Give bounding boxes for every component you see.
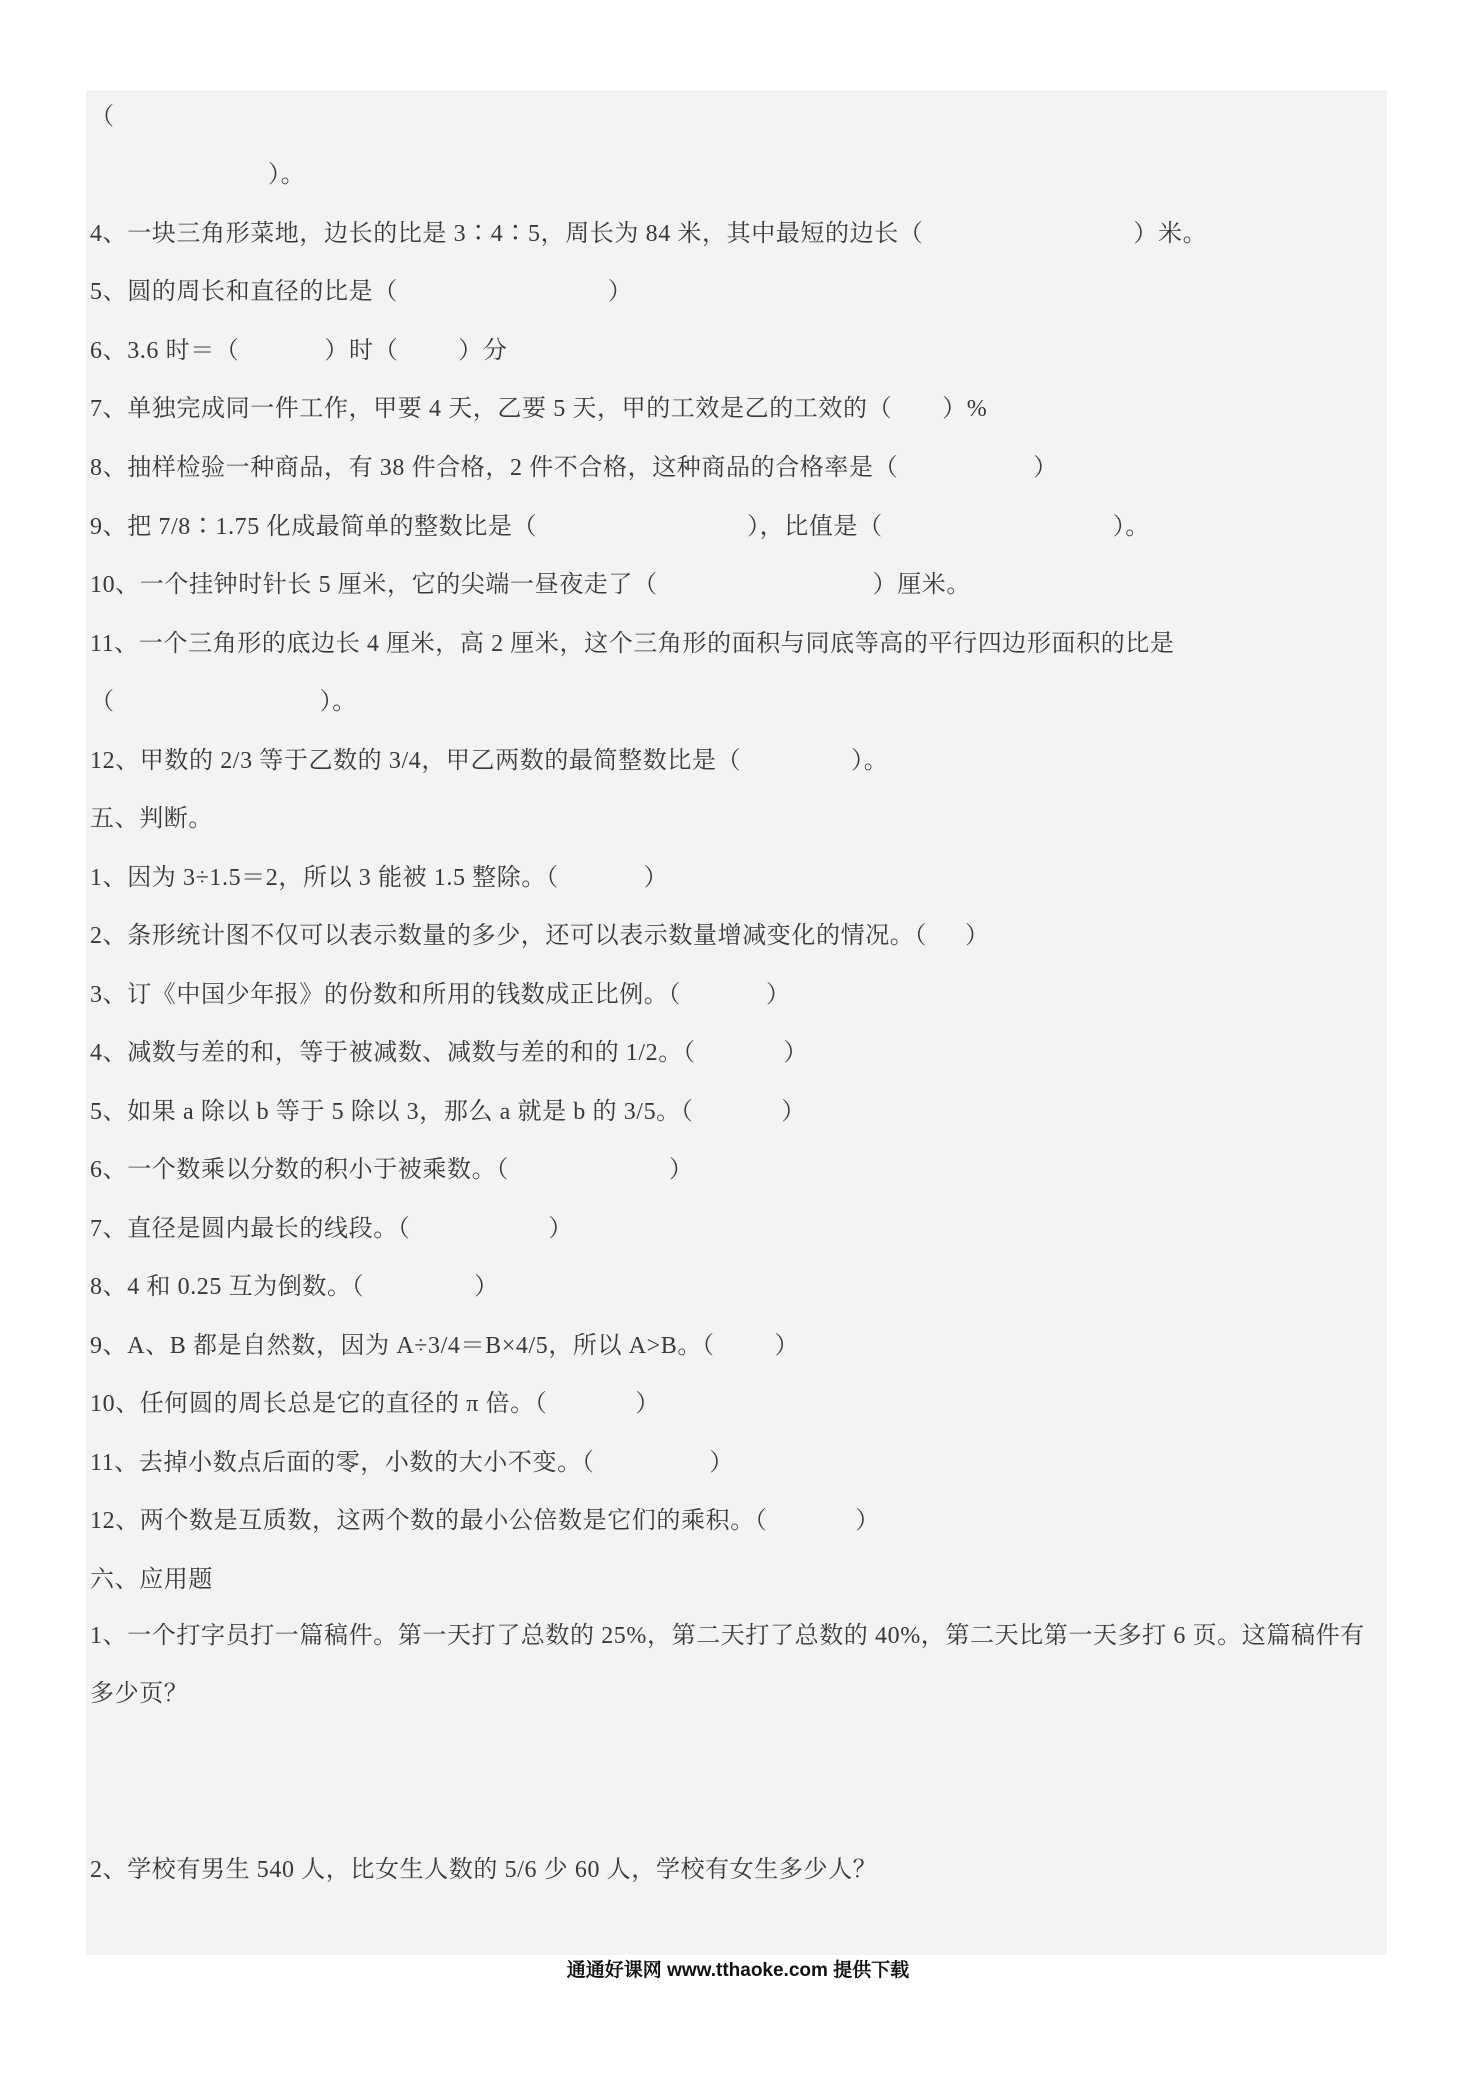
item-text: ）。 xyxy=(268,162,306,188)
answer-blank xyxy=(398,298,608,299)
answer-blank xyxy=(741,767,851,768)
item-text: 4、一块三角形菜地，边长的比是 3∶4∶5，周长为 84 米，其中最短的边长（ xyxy=(90,221,924,247)
judgment-item-6 xyxy=(90,1150,693,1190)
item-text: 1、一个打字员打一篇稿件。第一天打了总数的 25%，第二天打了总数的 40%，第二天比第一天多打 6 页。这篇稿件有 xyxy=(90,1623,1365,1649)
fill-in-item-8 xyxy=(90,448,1058,488)
item-text: ）。 xyxy=(319,689,357,715)
word-problem-1 xyxy=(90,1616,1365,1656)
fill-in-item-3-tail-open xyxy=(90,97,115,137)
answer-blank xyxy=(547,1410,635,1411)
item-text: 2、条形统计图不仅可以表示数量的多少，还可以表示数量增减变化的情况。（ xyxy=(90,923,927,949)
item-text: 3、订《中国少年报》的份数和所用的钱数成正比例。（ xyxy=(90,982,681,1008)
answer-blank xyxy=(410,1235,548,1236)
item-text: 10、任何圆的周长总是它的直径的 π 倍。（ xyxy=(90,1391,548,1417)
item-text: ） xyxy=(474,1274,499,1300)
item-text: ）米。 xyxy=(1133,221,1208,247)
item-text: ）。 xyxy=(851,748,889,774)
item-text: ） xyxy=(709,1450,734,1476)
answer-blank xyxy=(767,1527,855,1528)
item-text: ） xyxy=(607,279,633,305)
item-text: 5、圆的周长和直径的比是（ xyxy=(90,279,398,305)
item-text: 9、A、B 都是自然数，因为 A÷3/4＝B×4/5，所以 A>B。（ xyxy=(90,1333,715,1359)
item-text: 8、抽样检验一种商品，有 38 件合格，2 件不合格，这种商品的合格率是（ xyxy=(90,455,899,481)
judgment-item-5 xyxy=(90,1092,806,1132)
judgment-item-9 xyxy=(90,1326,799,1366)
item-text: ） xyxy=(965,923,990,949)
item-text: 8、4 和 0.25 互为倒数。（ xyxy=(90,1274,365,1300)
item-text: ）分 xyxy=(458,338,508,364)
section-title-judgment xyxy=(90,799,213,839)
item-text: 2、学校有男生 540 人，比女生人数的 5/6 少 60 人，学校有女生多少人？ xyxy=(90,1857,878,1883)
page-footer: 通通好课网 www.tthaoke.com 提供下载 xyxy=(566,1960,910,1981)
fill-in-item-3-tail-close xyxy=(268,155,305,195)
item-text: ），比值是（ xyxy=(747,514,883,540)
answer-blank xyxy=(559,884,644,885)
word-problem-1-continued xyxy=(90,1674,188,1714)
item-text: ）时（ xyxy=(324,338,399,364)
item-text: 11、一个三角形的底边长 4 厘米，高 2 厘米，这个三角形的面积与同底等高的平行四边形面积的比是 xyxy=(90,631,1175,657)
answer-blank xyxy=(695,1059,783,1060)
item-text: ） xyxy=(783,1040,809,1066)
answer-blank xyxy=(509,1176,669,1177)
answer-blank xyxy=(923,240,1133,241)
item-text: 7、直径是圆内最长的线段。（ xyxy=(90,1216,411,1242)
item-text: 6、一个数乘以分数的积小于被乘数。（ xyxy=(90,1157,509,1183)
fill-in-item-4 xyxy=(90,214,1207,254)
judgment-item-4 xyxy=(90,1033,808,1073)
answer-blank xyxy=(681,1001,766,1002)
answer-blank xyxy=(594,1469,709,1470)
item-text: ） xyxy=(548,1216,574,1242)
fill-in-item-11-continued xyxy=(90,682,357,722)
item-text: 4、减数与差的和，等于被减数、减数与差的和的 1/2。（ xyxy=(90,1040,696,1066)
item-text: 5、如果 a 除以 b 等于 5 除以 3，那么 a 就是 b 的 3/5。（ xyxy=(90,1099,694,1125)
answer-blank xyxy=(658,591,873,592)
item-text: ）厘米。 xyxy=(872,572,972,598)
item-text: ）。 xyxy=(1112,514,1150,540)
answer-blank xyxy=(927,942,965,943)
item-text: 多少页？ xyxy=(90,1681,189,1707)
word-problem-2 xyxy=(90,1850,877,1890)
fill-in-item-5 xyxy=(90,272,632,312)
section-title: 六、应用题 xyxy=(90,1567,213,1593)
section-title: 五、判断。 xyxy=(90,806,213,832)
item-text: （ xyxy=(90,104,115,130)
judgment-item-7 xyxy=(90,1209,573,1249)
item-text: ） xyxy=(668,1157,694,1183)
answer-blank xyxy=(715,1352,775,1353)
answer-blank xyxy=(693,1118,781,1119)
answer-blank xyxy=(364,1293,474,1294)
answer-blank xyxy=(115,708,320,709)
answer-blank xyxy=(898,474,1033,475)
item-text: 12、甲数的 2/3 等于乙数的 3/4，甲乙两数的最简整数比是（ xyxy=(90,748,742,774)
item-text: 11、去掉小数点后面的零，小数的大小不变。（ xyxy=(90,1450,595,1476)
answer-blank xyxy=(398,357,458,358)
fill-in-item-9 xyxy=(90,507,1150,547)
judgment-item-2 xyxy=(90,916,990,956)
answer-blank xyxy=(892,415,942,416)
fill-in-item-6 xyxy=(90,331,507,371)
answer-blank xyxy=(239,357,324,358)
judgment-item-3 xyxy=(90,975,791,1015)
item-text: ）% xyxy=(942,396,988,422)
fill-in-item-12 xyxy=(90,741,888,781)
answer-blank xyxy=(537,533,747,534)
item-text: 6、3.6 时＝（ xyxy=(90,338,240,364)
judgment-item-1 xyxy=(90,858,668,898)
judgment-item-11 xyxy=(90,1443,734,1483)
fill-in-item-10 xyxy=(90,565,971,605)
fill-in-item-7 xyxy=(90,389,987,429)
judgment-item-12 xyxy=(90,1501,880,1541)
item-text: （ xyxy=(90,689,115,715)
item-text: ） xyxy=(855,1508,881,1534)
fill-in-item-11 xyxy=(90,624,1175,664)
item-text: ） xyxy=(635,1391,660,1417)
judgment-item-8 xyxy=(90,1267,499,1307)
item-text: 7、单独完成同一件工作，甲要 4 天，乙要 5 天，甲的工效是乙的工效的（ xyxy=(90,396,893,422)
item-text: ） xyxy=(774,1333,800,1359)
item-text: 9、把 7/8∶1.75 化成最简单的整数比是（ xyxy=(90,514,538,540)
item-text: ） xyxy=(1033,455,1058,481)
judgment-item-10 xyxy=(90,1384,660,1424)
item-text: 10、一个挂钟时针长 5 厘米，它的尖端一昼夜走了（ xyxy=(90,572,658,598)
item-text: ） xyxy=(781,1099,806,1125)
section-title-word-problems xyxy=(90,1560,213,1600)
item-text: 1、因为 3÷1.5＝2，所以 3 能被 1.5 整除。（ xyxy=(90,865,559,891)
item-text: ） xyxy=(766,982,791,1008)
item-text: 12、两个数是互质数，这两个数的最小公倍数是它们的乘积。（ xyxy=(90,1508,768,1534)
answer-blank xyxy=(883,533,1113,534)
item-text: ） xyxy=(643,865,669,891)
